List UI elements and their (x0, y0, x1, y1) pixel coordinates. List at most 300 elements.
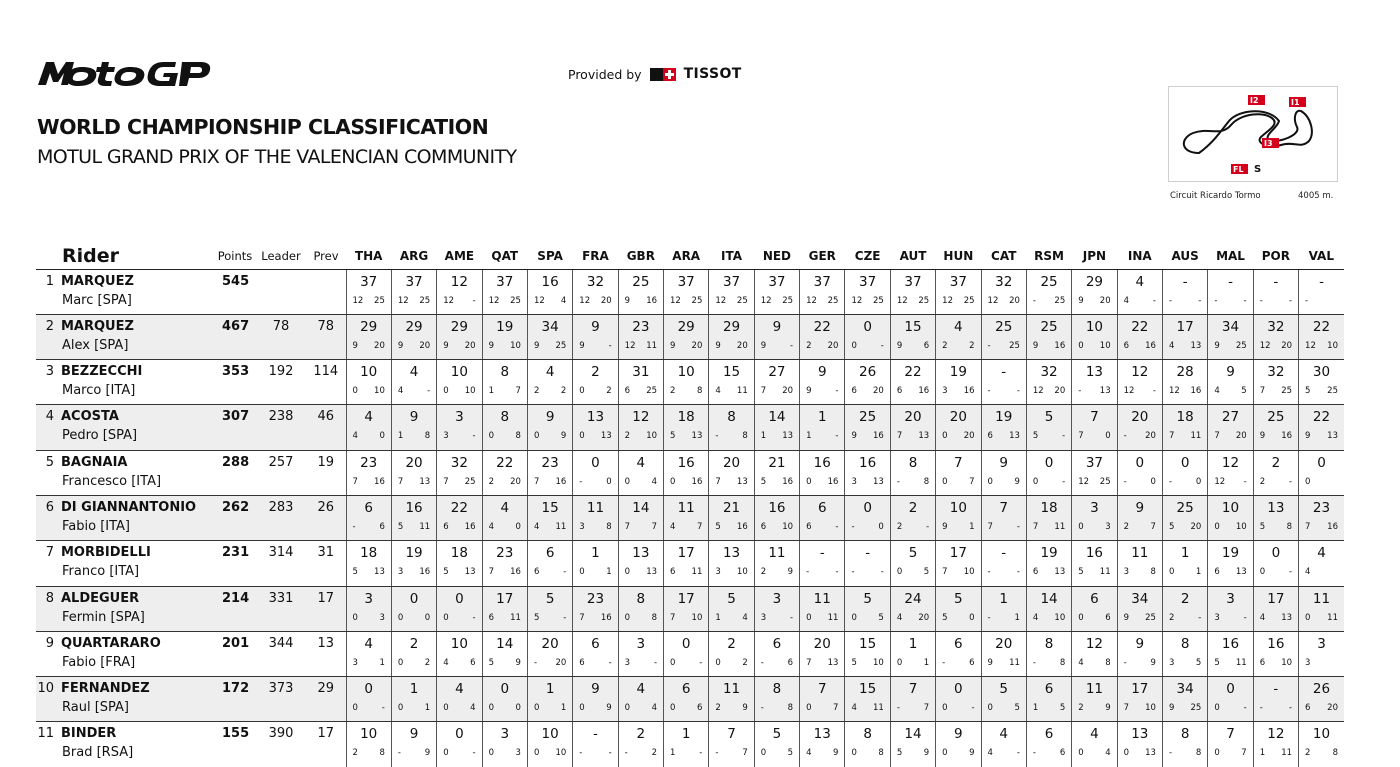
rider-firstname: Francesco [ITA] (62, 473, 162, 489)
race-result-points: 20 (872, 386, 884, 397)
sprint-points: 3 (942, 386, 948, 397)
sprint-points: 4 (443, 657, 449, 668)
race-points: 0 (455, 726, 464, 743)
sprint-points: 12 (851, 295, 863, 306)
race-breakdown (437, 431, 481, 441)
race-result-points: - (835, 567, 839, 578)
sprint-points: 12 (1032, 386, 1044, 397)
sprint-points: 0 (579, 567, 585, 578)
sprint-points: 4 (715, 386, 721, 397)
race-cell (391, 314, 436, 359)
race-cell (709, 722, 754, 767)
race-points: 12 (450, 273, 468, 290)
race-cell (482, 450, 527, 495)
race-result-points: 3 (515, 748, 521, 759)
gap-leader: 257 (256, 450, 306, 495)
race-cell (1299, 722, 1344, 767)
race-result-points: 4 (651, 703, 658, 714)
race-result-points: - (699, 657, 703, 668)
sprint-points: 4 (1259, 612, 1266, 623)
race-cell (1117, 677, 1162, 722)
sprint-points: 6 (533, 567, 540, 578)
sprint-points: 2 (760, 567, 767, 578)
race-cell (1072, 722, 1117, 767)
race-cell (1072, 495, 1117, 540)
race-cell (346, 314, 391, 359)
race-result-points: - (1016, 386, 1020, 397)
sprint-points: 0 (488, 748, 494, 759)
race-points: 11 (768, 545, 786, 562)
race-breakdown (1027, 658, 1071, 668)
circuit-label: I3 (1264, 139, 1273, 148)
race-points: 20 (995, 635, 1013, 652)
race-cell (1162, 450, 1207, 495)
race-points: 37 (904, 273, 922, 290)
race-points: 34 (541, 318, 559, 335)
race-result-points: 13 (464, 567, 476, 578)
rider-firstname: Brad [RSA] (62, 745, 134, 761)
race-result-points: 7 (696, 521, 703, 532)
race-cell (754, 586, 799, 631)
col-race: CAT (981, 244, 1026, 269)
tissot-icon (650, 68, 676, 81)
race-points: 14 (1040, 590, 1058, 607)
race-points: 9 (772, 318, 782, 335)
race-result-points: 10 (555, 748, 567, 759)
race-result-points: 2 (651, 748, 658, 759)
race-result-points: 5 (923, 567, 930, 578)
race-cell (1026, 495, 1071, 540)
race-breakdown (619, 703, 663, 713)
race-points: 16 (677, 454, 695, 471)
race-cell (754, 360, 799, 405)
sprint-points: 6 (1305, 703, 1311, 714)
sprint-points: 5 (851, 657, 857, 668)
race-cell (664, 541, 709, 586)
race-result-points: 13 (1281, 612, 1293, 623)
race-cell (573, 360, 618, 405)
race-cell (1162, 405, 1207, 450)
race-points: 0 (455, 590, 464, 607)
race-cell (981, 495, 1026, 540)
race-points: 16 (813, 454, 831, 471)
race-cell (890, 677, 935, 722)
race-points: 22 (496, 454, 514, 471)
race-cell (391, 360, 436, 405)
sprint-points: 3 (715, 567, 721, 578)
race-breakdown (845, 431, 889, 441)
race-result-points: 25 (1145, 612, 1156, 623)
sprint-points: 0 (851, 340, 857, 351)
race-breakdown (1072, 567, 1116, 577)
race-breakdown (347, 522, 391, 532)
race-result-points: 7 (742, 748, 748, 759)
sprint-points: 12 (397, 295, 409, 306)
race-result-points: 0 (606, 476, 612, 487)
race-cell (1072, 541, 1117, 586)
race-result-points: 20 (464, 340, 476, 351)
race-breakdown (1027, 296, 1071, 306)
race-breakdown (982, 431, 1026, 441)
race-points: 25 (632, 273, 650, 290)
race-result-points: 8 (787, 703, 794, 714)
race-points: 5 (999, 681, 1008, 698)
position: 8 (45, 590, 54, 606)
rider-cell (36, 450, 214, 495)
race-cell (346, 495, 391, 540)
race-points: 0 (500, 681, 510, 698)
race-cell (1117, 586, 1162, 631)
sprint-points: - (715, 431, 719, 442)
race-result-points: - (472, 431, 476, 442)
race-breakdown (845, 613, 889, 623)
race-breakdown (664, 522, 708, 532)
race-points: 19 (1221, 545, 1240, 562)
race-cell (936, 450, 981, 495)
race-result-points: 9 (1105, 703, 1111, 714)
rider-line (36, 681, 214, 696)
race-cell (709, 314, 754, 359)
race-cell (391, 405, 436, 450)
race-result-points: 6 (1059, 748, 1066, 759)
race-result-points: 20 (1190, 521, 1202, 532)
gap-prev: 46 (306, 405, 346, 450)
race-points: 4 (999, 726, 1008, 743)
race-points: 1 (681, 726, 691, 743)
race-cell (618, 586, 663, 631)
gap-leader: 344 (256, 631, 306, 676)
race-cell (618, 450, 663, 495)
race-result-points: 7 (1241, 748, 1247, 759)
sprint-points: 7 (1078, 431, 1084, 442)
race-points: 32 (1267, 318, 1285, 335)
race-breakdown (1299, 477, 1344, 487)
race-breakdown (891, 703, 935, 713)
sprint-points: 4 (1123, 295, 1130, 306)
race-breakdown (1118, 477, 1162, 487)
race-points: 37 (722, 273, 741, 290)
race-result-points: 20 (1235, 431, 1247, 442)
rider-surname: DI GIANNANTONIO (61, 499, 197, 515)
rider-cell (36, 405, 214, 450)
race-points: 0 (1317, 454, 1326, 471)
race-result-points: 3 (1105, 521, 1111, 532)
race-breakdown (1072, 522, 1116, 532)
race-breakdown (619, 613, 663, 623)
race-breakdown (891, 431, 935, 441)
race-cell (527, 586, 572, 631)
race-result-points: 2 (560, 386, 567, 397)
col-race: GBR (618, 244, 663, 269)
race-breakdown (982, 703, 1026, 713)
race-points: 12 (1085, 635, 1104, 652)
race-points: 2 (591, 364, 600, 381)
sprint-points: 12 (352, 295, 364, 306)
race-breakdown (573, 613, 617, 623)
race-breakdown (982, 748, 1026, 758)
race-points: 17 (677, 545, 695, 562)
sprint-points: 7 (624, 521, 631, 532)
race-breakdown (845, 477, 889, 487)
race-points: 3 (364, 590, 373, 607)
sprint-points: 7 (533, 476, 540, 487)
sprint-points: 12 (1214, 476, 1226, 487)
sprint-points: 0 (488, 431, 494, 442)
points: 262 (214, 495, 256, 540)
race-cell (391, 631, 436, 676)
sprint-points: 2 (352, 748, 358, 759)
sprint-points: 5 (1168, 521, 1175, 532)
sprint-points: 9 (624, 295, 631, 306)
race-breakdown (347, 748, 391, 758)
race-result-points: 4 (560, 295, 567, 306)
race-points: - (1273, 681, 1279, 698)
race-breakdown (936, 522, 980, 532)
race-breakdown (483, 703, 527, 713)
sprint-points: - (397, 748, 401, 759)
race-breakdown (1254, 748, 1298, 758)
sprint-points: 0 (533, 703, 540, 714)
race-result-points: 8 (1195, 748, 1202, 759)
race-cell (1208, 314, 1253, 359)
table-row (36, 677, 1344, 722)
race-cell (527, 450, 572, 495)
race-cell (800, 495, 845, 540)
race-cell (845, 631, 890, 676)
race-points: 18 (677, 409, 695, 426)
race-breakdown (1163, 296, 1207, 306)
rider-firstname: Fabio [ITA] (62, 518, 131, 534)
rider-line (36, 409, 214, 424)
race-result-points: 13 (1009, 431, 1020, 442)
race-cell (890, 450, 935, 495)
race-breakdown (982, 296, 1026, 306)
race-breakdown (437, 386, 481, 396)
race-result-points: - (608, 657, 612, 668)
race-result-points: - (653, 657, 658, 668)
sprint-points: 0 (443, 386, 449, 397)
race-result-points: 20 (1327, 703, 1338, 714)
race-points: 10 (1312, 726, 1331, 743)
race-result-points: 13 (600, 431, 612, 442)
race-breakdown (483, 658, 527, 668)
sprint-points: 4 (488, 521, 494, 532)
race-cell (1026, 722, 1071, 767)
col-race: INA (1117, 244, 1162, 269)
gap-leader: 78 (256, 314, 306, 359)
race-cell (437, 541, 482, 586)
race-cell (981, 314, 1026, 359)
race-breakdown (392, 296, 436, 306)
race-result-points: 11 (646, 340, 658, 351)
race-result-points: 8 (651, 612, 658, 623)
race-result-points: 1 (606, 567, 612, 578)
race-result-points: 20 (374, 340, 385, 351)
race-breakdown (528, 748, 572, 758)
gap-leader: 390 (256, 722, 306, 767)
race-cell (845, 586, 890, 631)
race-cell (346, 269, 391, 314)
race-points: 18 (450, 545, 468, 562)
sprint-points: 7 (1259, 386, 1266, 397)
sprint-points: 9 (533, 340, 540, 351)
race-breakdown (1027, 703, 1071, 713)
race-points: 37 (405, 273, 423, 290)
race-result-points: 8 (424, 431, 431, 442)
circuit-length: 4005 m. (1298, 191, 1334, 201)
race-result-points: 20 (1054, 386, 1066, 397)
race-breakdown (800, 748, 844, 758)
table-row (36, 631, 1344, 676)
position: 1 (45, 273, 54, 289)
race-result-points: 13 (782, 431, 794, 442)
sprint-points: 5 (1259, 521, 1266, 532)
race-result-points: 10 (1054, 612, 1066, 623)
race-breakdown (1163, 748, 1207, 758)
race-points: 34 (1131, 590, 1149, 607)
race-breakdown (845, 703, 889, 713)
sprint-points: 2 (1078, 703, 1084, 714)
race-cell (936, 677, 981, 722)
race-cell (618, 677, 663, 722)
race-points: 9 (999, 454, 1008, 471)
race-points: - (865, 545, 871, 562)
position: 6 (45, 499, 54, 515)
sprint-points: 9 (942, 521, 948, 532)
race-result-points: 25 (1054, 295, 1066, 306)
race-cell (482, 541, 527, 586)
sprint-points: 0 (1214, 521, 1220, 532)
race-result-points: 13 (918, 431, 930, 442)
race-breakdown (664, 296, 708, 306)
race-result-points: 25 (1190, 703, 1202, 714)
race-breakdown (709, 341, 753, 351)
race-breakdown (709, 613, 753, 623)
race-breakdown (1254, 613, 1298, 623)
race-cell (527, 541, 572, 586)
race-points: 9 (817, 364, 827, 381)
race-result-points: 16 (782, 476, 794, 487)
race-cell (618, 360, 663, 405)
sprint-points: - (987, 386, 991, 397)
race-cell (981, 586, 1026, 631)
race-points: 32 (1267, 364, 1285, 381)
race-cell (618, 269, 663, 314)
race-points: 9 (591, 318, 600, 335)
race-points: 37 (768, 273, 786, 290)
sprint-points: 9 (1168, 703, 1175, 714)
race-points: 13 (586, 409, 605, 426)
race-points: 14 (496, 635, 514, 652)
points: 288 (214, 450, 256, 495)
race-breakdown (1299, 748, 1344, 758)
race-cell (1208, 631, 1253, 676)
race-breakdown (1027, 613, 1071, 623)
rider-line (36, 274, 214, 289)
race-cell (527, 314, 572, 359)
race-cell (1299, 631, 1344, 676)
race-cell (709, 631, 754, 676)
sprint-points: 7 (987, 521, 993, 532)
race-breakdown (982, 567, 1026, 577)
col-race: AME (437, 244, 482, 269)
race-result-points: 20 (827, 340, 839, 351)
race-points: 17 (1176, 318, 1194, 335)
race-points: 27 (1221, 409, 1240, 426)
rider-firstname: Franco [ITA] (62, 564, 140, 580)
sprint-points: 12 (896, 295, 908, 306)
race-cell (482, 495, 527, 540)
race-points: 23 (496, 545, 514, 562)
col-race: CZE (845, 244, 890, 269)
race-cell (664, 269, 709, 314)
race-points: 9 (954, 726, 963, 743)
race-cell (482, 405, 527, 450)
sprint-points: 0 (670, 657, 676, 668)
rider-cell (36, 631, 214, 676)
race-points: 5 (545, 590, 555, 607)
sprint-points: 0 (896, 567, 903, 578)
race-breakdown (1163, 658, 1207, 668)
race-breakdown (936, 477, 980, 487)
sprint-points: 3 (579, 521, 585, 532)
race-cell (890, 722, 935, 767)
sprint-points: 6 (806, 521, 812, 532)
race-breakdown (392, 431, 436, 441)
sprint-points: 12 (1168, 386, 1180, 397)
race-points: 12 (1221, 454, 1240, 471)
race-points: 17 (496, 590, 514, 607)
race-result-points: 7 (833, 703, 839, 714)
rider-line (36, 500, 214, 515)
col-race: ARG (391, 244, 436, 269)
race-result-points: 11 (1235, 657, 1247, 668)
race-points: 22 (813, 318, 831, 335)
sprint-points: - (579, 476, 583, 487)
race-cell (1253, 360, 1298, 405)
gap-prev: 29 (306, 677, 346, 722)
race-points: 29 (405, 318, 423, 335)
sprint-points: 0 (1305, 612, 1311, 623)
sprint-points: 0 (624, 476, 631, 487)
sprint-points: 0 (352, 386, 358, 397)
race-breakdown (1208, 341, 1252, 351)
sprint-points: 0 (670, 703, 676, 714)
race-cell (845, 541, 890, 586)
race-breakdown (800, 613, 844, 623)
rider-firstname: Fabio [FRA] (62, 654, 136, 670)
race-cell (1026, 586, 1071, 631)
race-breakdown (392, 386, 436, 396)
race-result-points: 6 (379, 521, 385, 532)
race-breakdown (347, 658, 391, 668)
race-breakdown (1163, 386, 1207, 396)
race-cell (391, 586, 436, 631)
race-points: 37 (496, 273, 514, 290)
race-breakdown (800, 658, 844, 668)
sprint-points: 2 (1168, 612, 1175, 623)
race-points: 25 (859, 409, 877, 426)
race-breakdown (845, 522, 889, 532)
race-result-points: 13 (1054, 567, 1066, 578)
race-points: - (1001, 364, 1007, 381)
race-breakdown (573, 567, 617, 577)
race-points: 4 (636, 681, 646, 698)
race-cell (1253, 405, 1298, 450)
race-cell (437, 314, 482, 359)
gap-prev: 31 (306, 541, 346, 586)
sprint-points: 0 (1078, 748, 1084, 759)
